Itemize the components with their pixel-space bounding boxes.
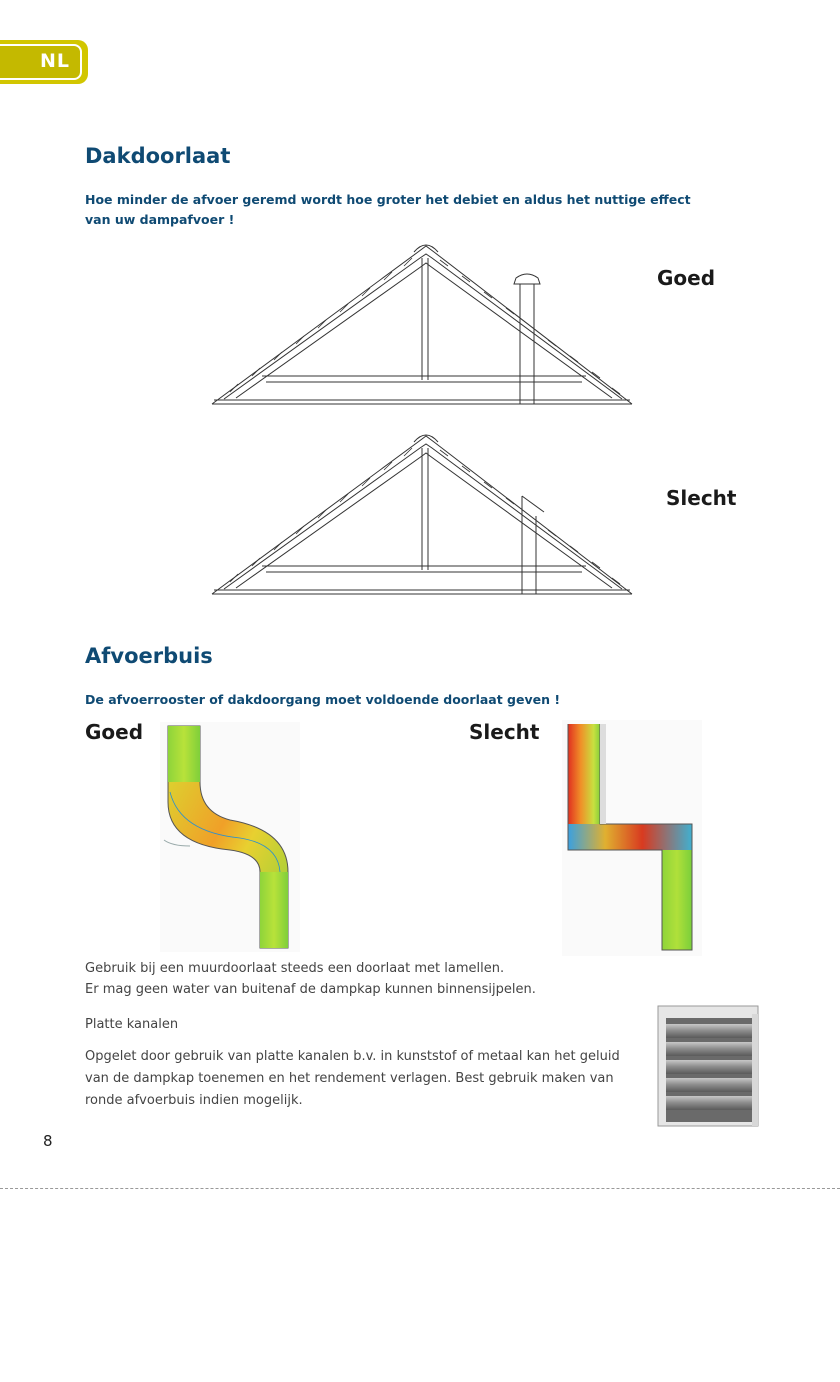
label-good-duct: Goed: [85, 720, 144, 744]
paragraph-3-line2: van de dampkap toenemen en het rendement verlagen. Best gebruik maken van: [85, 1071, 614, 1086]
language-label: NL: [40, 50, 71, 72]
paragraph-2: Platte kanalen: [85, 1017, 179, 1032]
paragraph-3-line3: ronde afvoerbuis indien mogelijk.: [85, 1093, 303, 1108]
section-subtitle-line1: Hoe minder de afvoer geremd wordt hoe groter het debiet en aldus het nuttige effect: [85, 192, 691, 207]
page-bottom-divider: [0, 1188, 840, 1189]
section-subtitle-line2: van uw dampafvoer !: [85, 212, 235, 227]
roof-diagram-bad: [0, 190, 840, 1382]
section2-subtitle: De afvoerrooster of dakdoorgang moet voldoende doorlaat geven !: [85, 692, 561, 707]
paragraph-1-line1: Gebruik bij een muurdoorlaat steeds een doorlaat met lamellen.: [85, 961, 505, 976]
duct-flow-bad: [562, 720, 702, 956]
label-bad-roof: Slecht: [666, 486, 737, 510]
page-number: 8: [43, 1132, 53, 1150]
section-title-afvoerbuis: Afvoerbuis: [85, 644, 213, 668]
label-bad-duct: Slecht: [469, 720, 540, 744]
section-title-dakdoorlaat: Dakdoorlaat: [85, 144, 231, 168]
label-good-roof: Goed: [657, 266, 716, 290]
paragraph-3-line1: Opgelet door gebruik van platte kanalen b.v. in kunststof of metaal kan het geluid: [85, 1049, 620, 1064]
duct-flow-good: [160, 722, 300, 952]
louvre-grille-image: [656, 1004, 760, 1128]
paragraph-1-line2: Er mag geen water van buitenaf de dampkap kunnen binnensijpelen.: [85, 982, 536, 997]
